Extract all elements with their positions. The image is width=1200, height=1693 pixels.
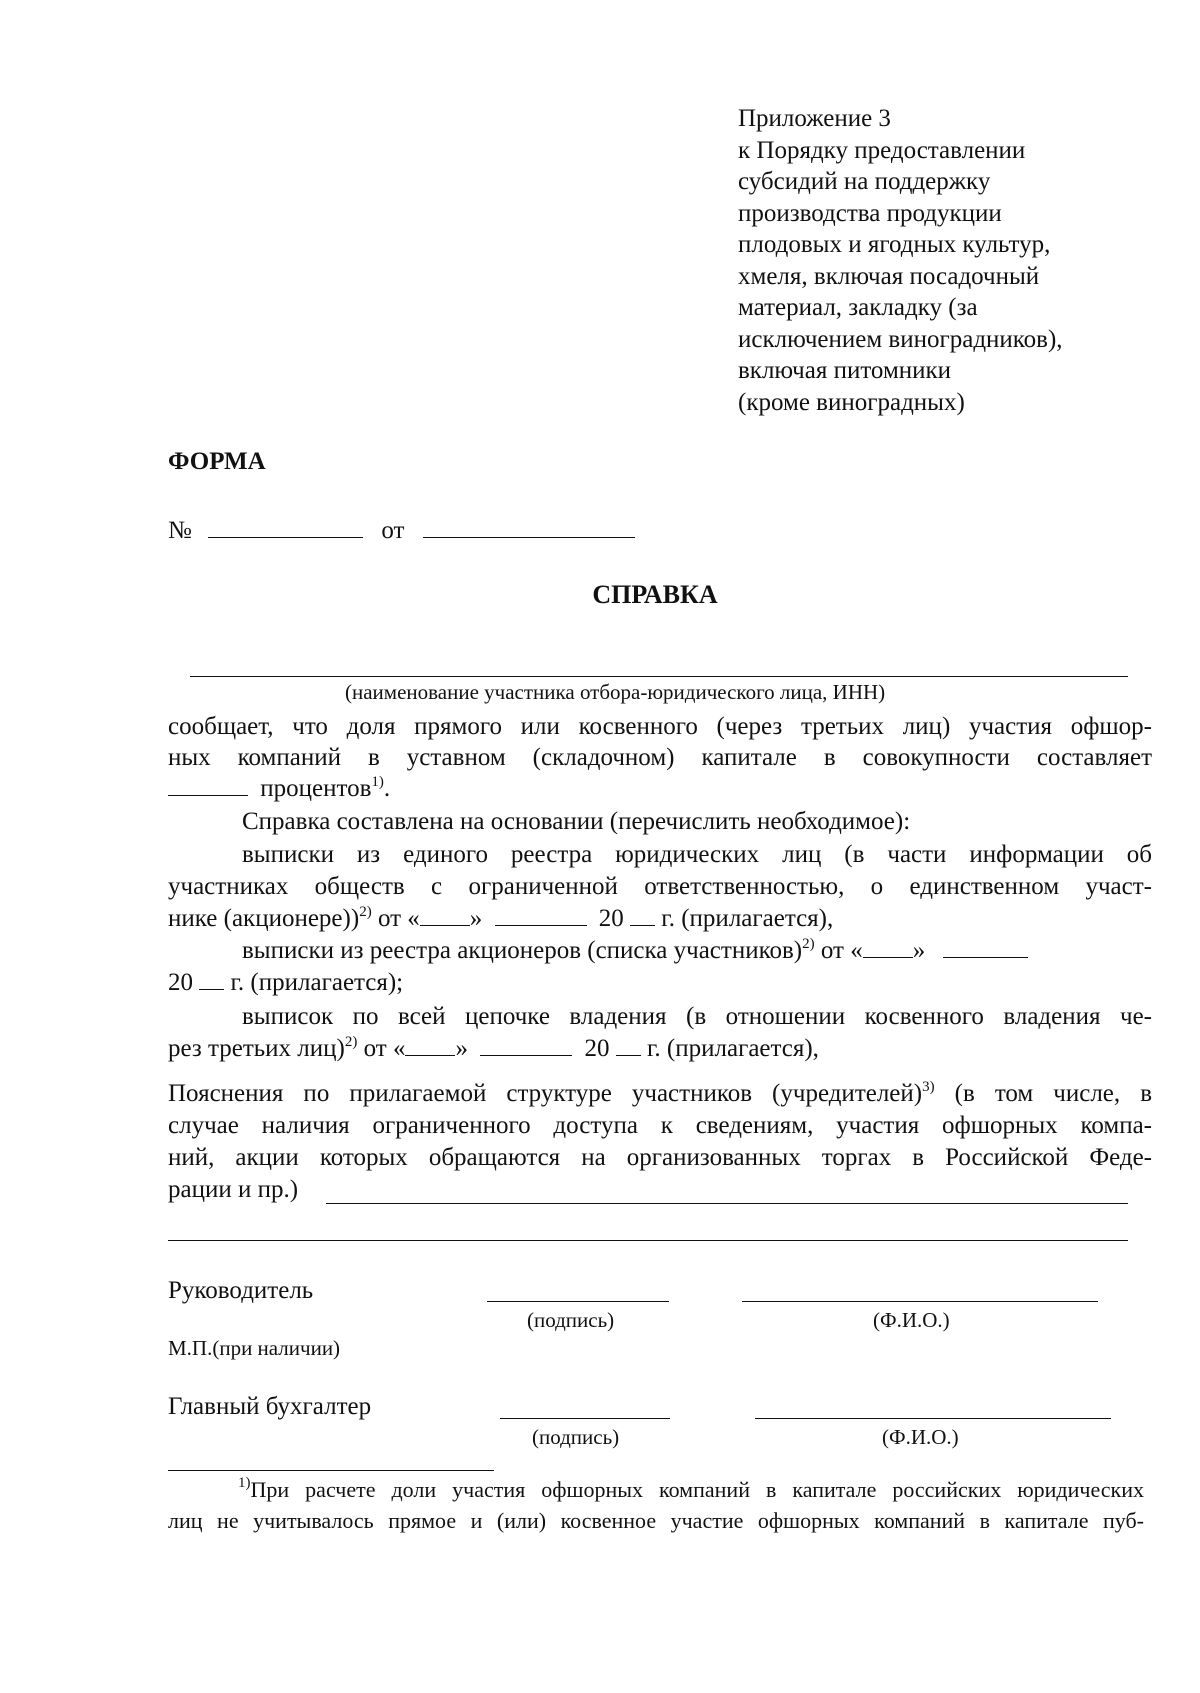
body-line: сообщает, что доля прямого или косвенного (через третьих лиц) участия офшор- <box>168 713 1152 740</box>
chain-line: выписок по всей цепочке владения (в отношении косвенного владения че- <box>242 1003 1152 1030</box>
day-field[interactable] <box>420 903 470 926</box>
head-label: Руководитель <box>168 1277 314 1304</box>
head-name-field[interactable] <box>742 1301 1098 1302</box>
appendix-line: материал, закладку (за <box>738 294 978 321</box>
chain-text: рез третьих лиц) <box>168 1035 345 1062</box>
name-caption: (Ф.И.О.) <box>882 1425 959 1449</box>
appendix-line: производства продукции <box>738 199 1002 227</box>
month-field[interactable] <box>943 935 1028 958</box>
year-prefix: 20 <box>168 969 193 996</box>
footnote-mark: 2) <box>344 1034 358 1050</box>
explanation-text: (в том числе, в <box>954 1080 1152 1107</box>
name-caption: (Ф.И.О.) <box>873 1308 950 1332</box>
footnote-mark: 3) <box>922 1079 935 1095</box>
percent-field[interactable] <box>168 773 248 796</box>
registry-text: выписки из реестра акционеров (списка участников) <box>242 937 803 964</box>
appendix-line: Приложение 3 <box>738 105 891 132</box>
stamp-label: М.П.(при наличии) <box>168 1336 341 1360</box>
quote-close: » <box>455 1035 468 1062</box>
quote-open: от « <box>363 1035 406 1062</box>
number-field[interactable] <box>208 515 363 538</box>
footnote-separator <box>168 1470 494 1471</box>
footnote-line: лиц не учитывалось прямое и (или) косвенное участие офшорных компаний в капитале пуб- <box>168 1508 1144 1533</box>
appendix-line: плодовых и ягодных культур, <box>738 231 1051 258</box>
year-field[interactable] <box>630 903 655 926</box>
chain-date-line <box>168 1033 819 1064</box>
year-field[interactable] <box>616 1033 641 1056</box>
document-title: СПРАВКА <box>592 580 718 609</box>
day-field[interactable] <box>405 1033 455 1056</box>
month-field[interactable] <box>495 903 587 926</box>
quote-close: » <box>469 905 483 932</box>
year-prefix: 20 <box>584 1035 610 1062</box>
month-field[interactable] <box>480 1033 572 1056</box>
from-word: от <box>381 517 405 544</box>
appendix-line: субсидий на поддержку <box>738 168 991 195</box>
footnote-mark: 1) <box>371 774 384 790</box>
appendix-line: исключением виноградников), <box>738 325 1063 353</box>
form-label: ФОРМА <box>168 448 266 475</box>
accountant-name-field[interactable] <box>755 1418 1111 1419</box>
number-date-line <box>168 515 635 545</box>
footnote-text: При расчете доли участия офшорных компаний в капитале российских юридических <box>250 1477 1144 1502</box>
appendix-line: (кроме виноградных) <box>738 388 965 416</box>
explanation-line: ний, акции которых обращаются на организованных торгах в Российской Феде- <box>168 1144 1152 1171</box>
egrul-line: участниках обществ с ограниченной ответственностью, о единственном участ- <box>168 873 1152 900</box>
percent-line <box>168 773 390 804</box>
signature-caption: (подпись) <box>527 1308 615 1332</box>
accountant-signature-field[interactable] <box>500 1418 670 1419</box>
attached-note: г. (прилагается), <box>661 905 834 932</box>
head-signature-field[interactable] <box>487 1301 669 1302</box>
body-line: ных компаний в уставном (складочном) капитале в совокупности составляет <box>168 744 1152 771</box>
quote-open: от « <box>377 905 420 932</box>
quote-open: от « <box>820 937 863 964</box>
explanation-field-2[interactable] <box>168 1240 1128 1241</box>
explanation-field[interactable] <box>326 1203 1128 1204</box>
participant-name-field[interactable] <box>190 676 1128 677</box>
year-prefix: 20 <box>598 905 624 932</box>
footnote-line <box>238 1475 1144 1505</box>
appendix-line: хмеля, включая посадочный <box>738 262 1040 290</box>
year-field[interactable] <box>199 967 224 990</box>
footnote-mark: 1) <box>238 1475 251 1491</box>
date-field[interactable] <box>423 515 635 538</box>
signature-caption: (подпись) <box>532 1425 620 1449</box>
appendix-note <box>738 103 1168 418</box>
attached-note: г. (прилагается); <box>230 969 404 996</box>
appendix-line: к Порядку предоставлении <box>738 136 1026 164</box>
percent-word: процентов <box>260 775 372 802</box>
appendix-line: включая питомники <box>738 357 952 384</box>
quote-close: » <box>912 937 926 964</box>
day-field[interactable] <box>863 935 913 958</box>
footnote-mark: 2) <box>359 904 372 920</box>
number-sign: № <box>168 517 192 544</box>
explanation-line <box>168 1078 1152 1109</box>
basis-intro: Справка составлена на основании (перечислить необходимое): <box>242 808 911 835</box>
registry-line <box>242 935 1028 966</box>
accountant-label: Главный бухгалтер <box>168 1393 372 1420</box>
explanation-line: случае наличия ограниченного доступа к сведениям, участия офшорных компа- <box>168 1112 1152 1139</box>
attached-note: г. (прилагается), <box>646 1035 819 1062</box>
explanation-end: рации и пр.) <box>168 1176 299 1203</box>
egrul-line: выписки из единого реестра юридических лиц (в части информации об <box>242 841 1152 868</box>
egrul-text: нике (акционере)) <box>168 905 360 932</box>
participant-caption: (наименование участника отбора-юридического лица, ИНН) <box>345 680 886 704</box>
footnote-mark: 2) <box>802 936 815 952</box>
explanation-text: Пояснения по прилагаемой структуре участников (учредителей) <box>168 1080 923 1107</box>
egrul-date-line <box>168 903 833 934</box>
registry-year-line <box>168 967 403 998</box>
percent-end: . <box>383 775 391 802</box>
